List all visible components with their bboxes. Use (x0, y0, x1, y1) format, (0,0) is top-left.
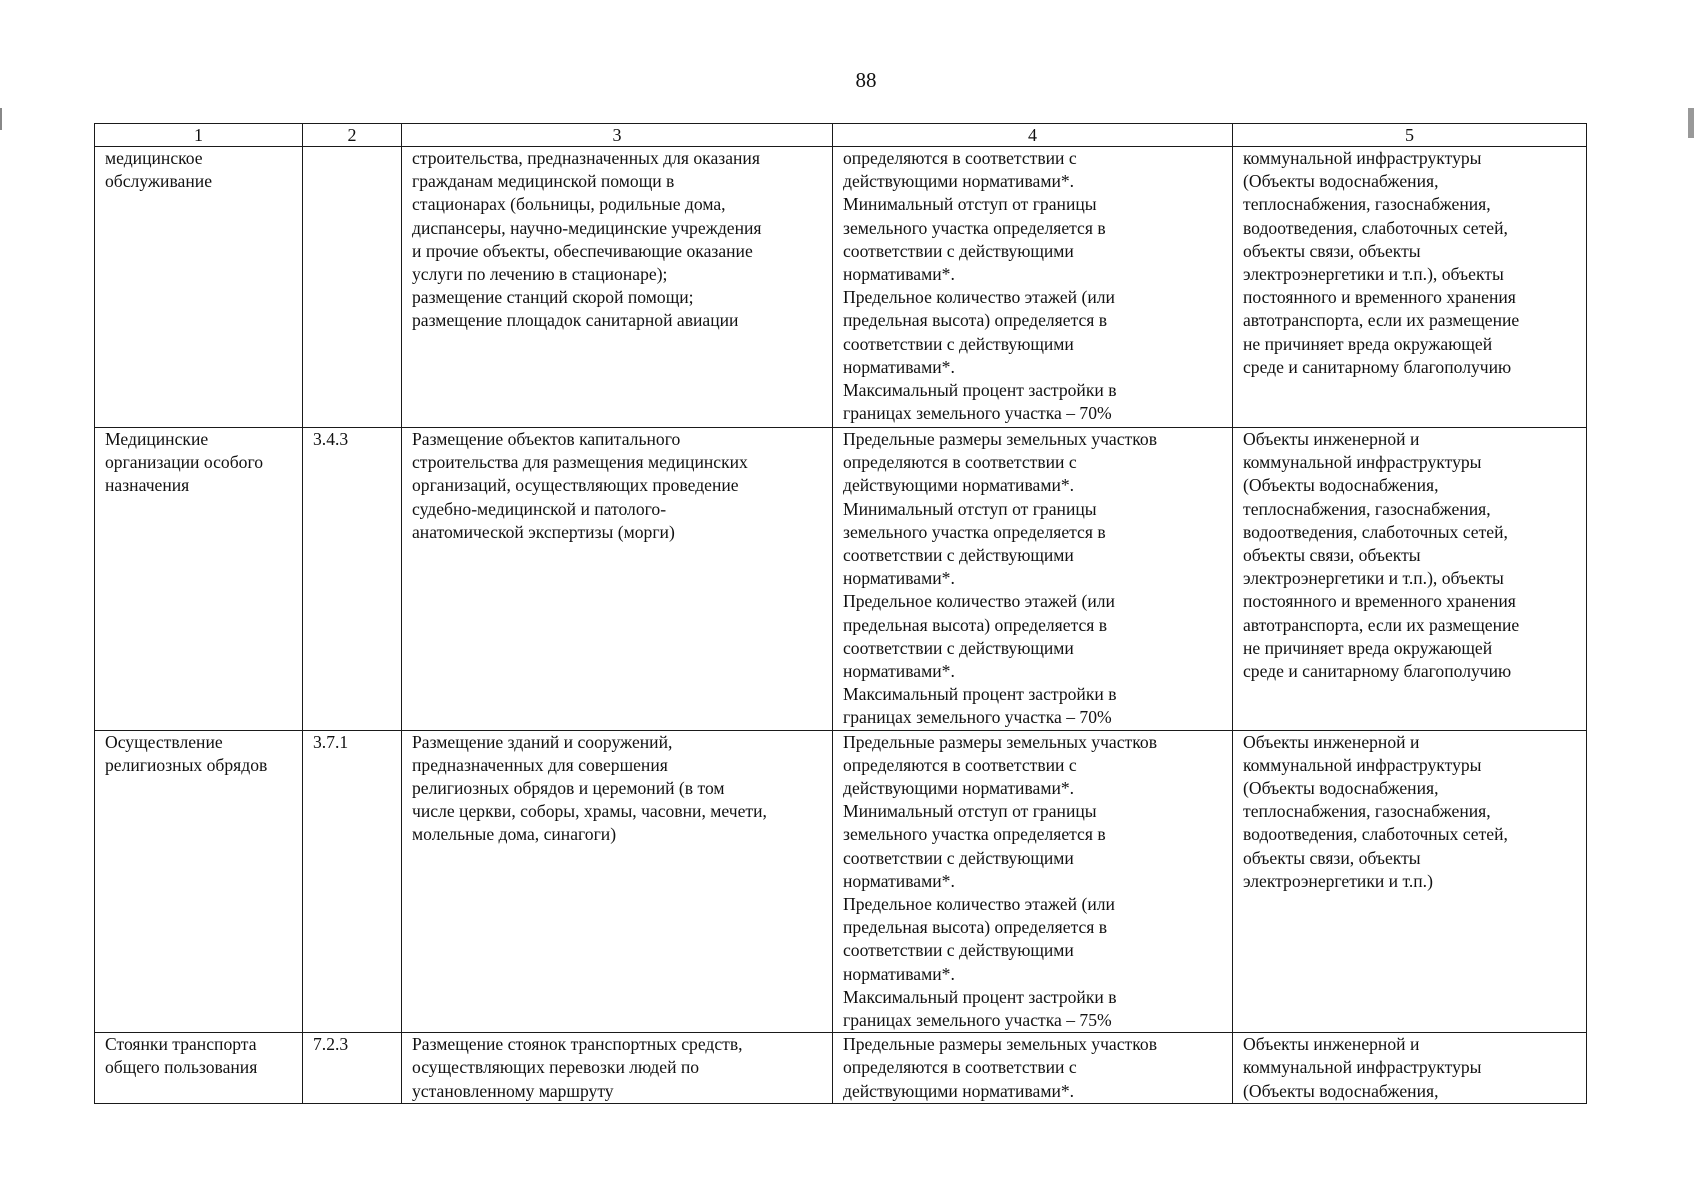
text-line: земельного участка определяется в (843, 217, 1106, 238)
text-line: Стоянки транспорта (105, 1034, 257, 1055)
text-line: определяются в соответствии с (843, 148, 1077, 168)
text-line: Предельное количество этажей (или (843, 287, 1115, 308)
text-line: электроэнергетики и т.п.), объекты (1243, 568, 1504, 589)
text-line: земельного участка определяется в (843, 521, 1106, 542)
page-number: 88 (855, 68, 877, 92)
text-line: Минимальный отступ от границы (843, 194, 1097, 215)
text-line: размещение площадок санитарной авиации (412, 310, 739, 331)
column-header-4: 4 (833, 124, 1233, 147)
text-line: стационарах (больницы, родильные дома, (412, 194, 726, 215)
auxiliary-uses (1233, 1033, 1587, 1104)
scan-edge-mark-left (0, 108, 2, 130)
text-line: Максимальный процент застройки в (843, 986, 1117, 1007)
use-type-code: 3.4.3 (303, 428, 402, 731)
text-line: Предельные размеры земельных участков (843, 1034, 1157, 1055)
text-line: числе церкви, соборы, храмы, часовни, мечети, (412, 801, 767, 822)
text-line: Осуществление (105, 731, 223, 752)
text-line: анатомической экспертизы (морги) (412, 521, 675, 542)
text-line: действующими нормативами*. (843, 778, 1075, 799)
table-row (95, 428, 1587, 731)
table-header-row (95, 124, 1587, 147)
text-line: назначения (105, 475, 190, 496)
text-line: обслуживание (105, 171, 212, 192)
text-line: соответствии с действующими (843, 240, 1074, 261)
building-parameters (833, 428, 1233, 731)
text-line: Объекты инженерной и (1243, 1034, 1420, 1055)
text-line: Размещение стоянок транспортных средств, (412, 1034, 743, 1055)
text-line: электроэнергетики и т.п.), объекты (1243, 264, 1504, 285)
text-line: коммунальной инфраструктуры (1243, 148, 1482, 168)
table-row (95, 147, 1587, 428)
text-line: не причиняет вреда окружающей (1243, 333, 1493, 354)
text-line: Максимальный процент застройки в (843, 684, 1117, 705)
text-line: постоянного и временного хранения (1243, 287, 1516, 308)
text-line: коммунальной инфраструктуры (1243, 754, 1482, 775)
text-line: и прочие объекты, обеспечивающие оказание (412, 240, 753, 261)
text-line: нормативами*. (843, 661, 955, 682)
text-line: нормативами*. (843, 264, 955, 285)
use-type-code: 7.2.3 (303, 1033, 402, 1104)
building-parameters (833, 730, 1233, 1033)
text-line: автотранспорта, если их размещение (1243, 310, 1520, 331)
text-line: постоянного и временного хранения (1243, 591, 1516, 612)
text-line: установленному маршруту (412, 1080, 614, 1101)
text-line: размещение станций скорой помощи; (412, 287, 694, 308)
text-line: строительства для размещения медицинских (412, 452, 748, 473)
text-line: автотранспорта, если их размещение (1243, 614, 1520, 635)
text-line: определяются в соответствии с (843, 452, 1077, 473)
text-line: Предельное количество этажей (или (843, 894, 1115, 915)
text-line: (Объекты водоснабжения, (1243, 475, 1439, 496)
text-line: (Объекты водоснабжения, (1243, 1080, 1439, 1101)
text-line: религиозных обрядов (105, 754, 268, 775)
text-line: водоотведения, слаботочных сетей, (1243, 217, 1508, 238)
text-line: Размещение объектов капитального (412, 429, 681, 449)
text-line: объекты связи, объекты (1243, 545, 1421, 566)
text-line: действующими нормативами*. (843, 475, 1075, 496)
building-parameters (833, 1033, 1233, 1104)
text-line: нормативами*. (843, 356, 955, 377)
text-line: предназначенных для совершения (412, 754, 668, 775)
text-line: нормативами*. (843, 963, 955, 984)
text-line: водоотведения, слаботочных сетей, (1243, 824, 1508, 845)
text-line: коммунальной инфраструктуры (1243, 452, 1482, 473)
column-header-1: 1 (95, 124, 303, 147)
text-line: нормативами*. (843, 870, 955, 891)
text-line: теплоснабжения, газоснабжения, (1243, 498, 1491, 519)
text-line: осуществляющих перевозки людей по (412, 1057, 700, 1078)
use-type-name (95, 147, 303, 428)
text-line: определяются в соответствии с (843, 1057, 1077, 1078)
auxiliary-uses (1233, 428, 1587, 731)
use-type-name (95, 428, 303, 731)
text-line: Максимальный процент застройки в (843, 380, 1117, 401)
text-line: водоотведения, слаботочных сетей, (1243, 521, 1508, 542)
use-type-name (95, 730, 303, 1033)
use-type-code: 3.7.1 (303, 730, 402, 1033)
scan-edge-mark-right (1688, 108, 1694, 138)
text-line: организации особого (105, 452, 264, 473)
text-line: соответствии с действующими (843, 940, 1074, 961)
text-line: предельная высота) определяется в (843, 917, 1108, 938)
text-line: молельные дома, синагоги) (412, 824, 617, 845)
text-line: религиозных обрядов и церемоний (в том (412, 778, 725, 799)
text-line: объекты связи, объекты (1243, 847, 1421, 868)
text-line: (Объекты водоснабжения, (1243, 171, 1439, 192)
text-line: границах земельного участка – 75% (843, 1010, 1112, 1031)
column-header-3: 3 (402, 124, 833, 147)
text-line: Минимальный отступ от границы (843, 498, 1097, 519)
use-type-description (402, 730, 833, 1033)
building-parameters (833, 147, 1233, 428)
text-line: Предельное количество этажей (или (843, 591, 1115, 612)
text-line: земельного участка определяется в (843, 824, 1106, 845)
text-line: Размещение зданий и сооружений, (412, 731, 673, 752)
text-line: соответствии с действующими (843, 545, 1074, 566)
text-line: среде и санитарному благополучию (1243, 661, 1512, 682)
text-line: организаций, осуществляющих проведение (412, 475, 739, 496)
column-header-5: 5 (1233, 124, 1587, 147)
zoning-table (94, 123, 1587, 1104)
text-line: Объекты инженерной и (1243, 429, 1420, 449)
text-line: диспансеры, научно-медицинские учреждения (412, 217, 762, 238)
use-type-code (303, 147, 402, 428)
text-line: Предельные размеры земельных участков (843, 429, 1157, 449)
text-line: Объекты инженерной и (1243, 731, 1420, 752)
text-line: медицинское (105, 148, 203, 168)
text-line: гражданам медицинской помощи в (412, 171, 675, 192)
use-type-description (402, 147, 833, 428)
text-line: судебно-медицинской и патолого- (412, 498, 667, 519)
text-line: соответствии с действующими (843, 637, 1074, 658)
text-line: (Объекты водоснабжения, (1243, 778, 1439, 799)
text-line: определяются в соответствии с (843, 754, 1077, 775)
text-line: Медицинские (105, 429, 209, 449)
text-line: объекты связи, объекты (1243, 240, 1421, 261)
text-line: Предельные размеры земельных участков (843, 731, 1157, 752)
table-row (95, 730, 1587, 1033)
use-type-name (95, 1033, 303, 1104)
auxiliary-uses (1233, 147, 1587, 428)
use-type-description (402, 1033, 833, 1104)
text-line: нормативами*. (843, 568, 955, 589)
use-type-description (402, 428, 833, 731)
text-line: среде и санитарному благополучию (1243, 356, 1512, 377)
text-line: общего пользования (105, 1057, 258, 1078)
text-line: теплоснабжения, газоснабжения, (1243, 801, 1491, 822)
text-line: электроэнергетики и т.п.) (1243, 870, 1433, 891)
text-line: не причиняет вреда окружающей (1243, 637, 1493, 658)
text-line: предельная высота) определяется в (843, 310, 1108, 331)
text-line: соответствии с действующими (843, 847, 1074, 868)
text-line: услуги по лечению в стационаре); (412, 264, 668, 285)
text-line: действующими нормативами*. (843, 1080, 1075, 1101)
text-line: соответствии с действующими (843, 333, 1074, 354)
text-line: строительства, предназначенных для оказания (412, 148, 760, 168)
text-line: теплоснабжения, газоснабжения, (1243, 194, 1491, 215)
auxiliary-uses (1233, 730, 1587, 1033)
text-line: Минимальный отступ от границы (843, 801, 1097, 822)
column-header-2: 2 (303, 124, 402, 147)
text-line: границах земельного участка – 70% (843, 707, 1112, 728)
text-line: коммунальной инфраструктуры (1243, 1057, 1482, 1078)
table-row (95, 1033, 1587, 1104)
text-line: границах земельного участка – 70% (843, 403, 1112, 424)
text-line: действующими нормативами*. (843, 171, 1075, 192)
text-line: предельная высота) определяется в (843, 614, 1108, 635)
